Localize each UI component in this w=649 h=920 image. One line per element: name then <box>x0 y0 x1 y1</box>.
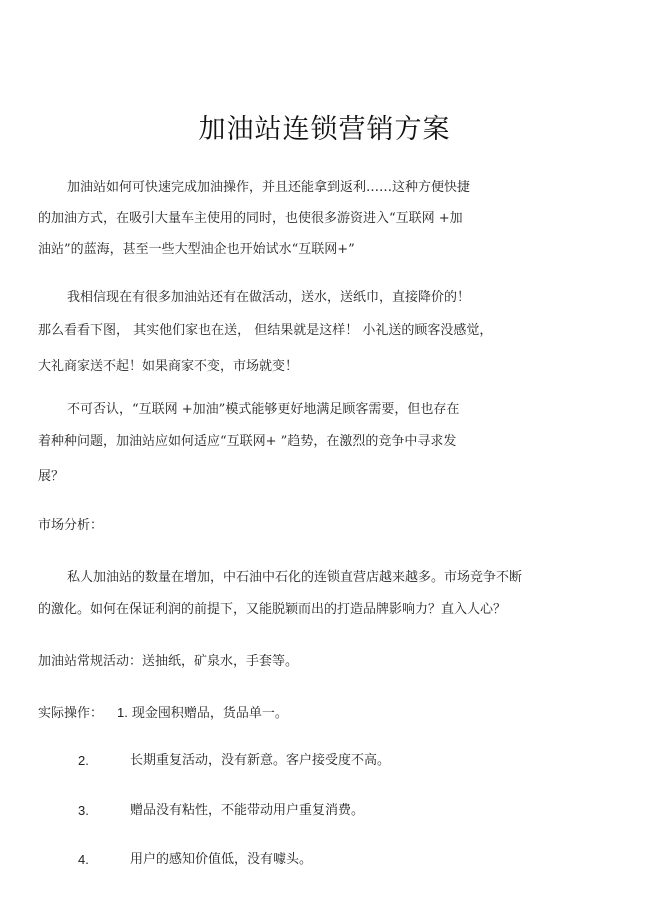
para3-line-2: 着种种问题，加油站应如何适应“互联网+ ”趋势，在激烈的竞争中寻求发 <box>38 434 457 449</box>
para3-line-1: 不可否认，“互联网 +加油”模式能够更好地满足顾客需要，但也存在 <box>67 402 460 417</box>
practice-line <box>38 703 288 724</box>
para2-line-3: 大礼商家送不起！如果商家不变，市场就变！ <box>38 359 299 374</box>
list-item-2-text: 长期重复活动，没有新意。客户接受度不高。 <box>130 753 391 768</box>
practice-label: 实际操作： <box>38 706 104 721</box>
para1-line-3: 油站”的蓝海，甚至一些大型油企也开始试水“互联网+” <box>38 242 355 257</box>
para1-line-1: 加油站如何可快速完成加油操作，并且还能拿到返利……这种方便快捷 <box>67 180 471 195</box>
para4-line-2: 的激化。如何在保证利润的前提下，又能脱颖而出的打造品牌影响力？直入人心？ <box>38 602 507 617</box>
list-item-4-number: 4. <box>78 852 89 867</box>
document-title: 加油站连锁营销方案 <box>198 114 451 145</box>
para2-line-1: 我相信现在有很多加油站还有在做活动，送水，送纸巾，直接降价的！ <box>67 290 471 305</box>
regular-activities: 加油站常规活动：送抽纸，矿泉水，手套等。 <box>38 654 299 669</box>
para4-line-1: 私人加油站的数量在增加，中石油中石化的连锁直营店越来越多。市场竞争不断 <box>67 570 523 585</box>
list-item-1-number: 1. <box>117 705 128 720</box>
para2-line-2: 那么看看下图， 其实他们家也在送， 但结果就是这样！ 小礼送的顾客没感觉， <box>38 323 493 338</box>
list-item-4-text: 用户的感知价值低，没有噱头。 <box>130 852 313 867</box>
list-item-1-text: 现金囤积赠品，货品单一。 <box>131 706 288 721</box>
para1-line-2: 的加油方式，在吸引大量车主使用的同时，也使很多游资进入“互联网 +加 <box>38 211 463 226</box>
list-item-3-number: 3. <box>78 803 89 818</box>
list-item-2-number: 2. <box>78 753 89 768</box>
list-item-3-text: 赠品没有粘性，不能带动用户重复消费。 <box>130 803 365 818</box>
para3-line-3: 展？ <box>38 469 65 484</box>
section-heading-market-analysis: 市场分析： <box>38 518 104 533</box>
